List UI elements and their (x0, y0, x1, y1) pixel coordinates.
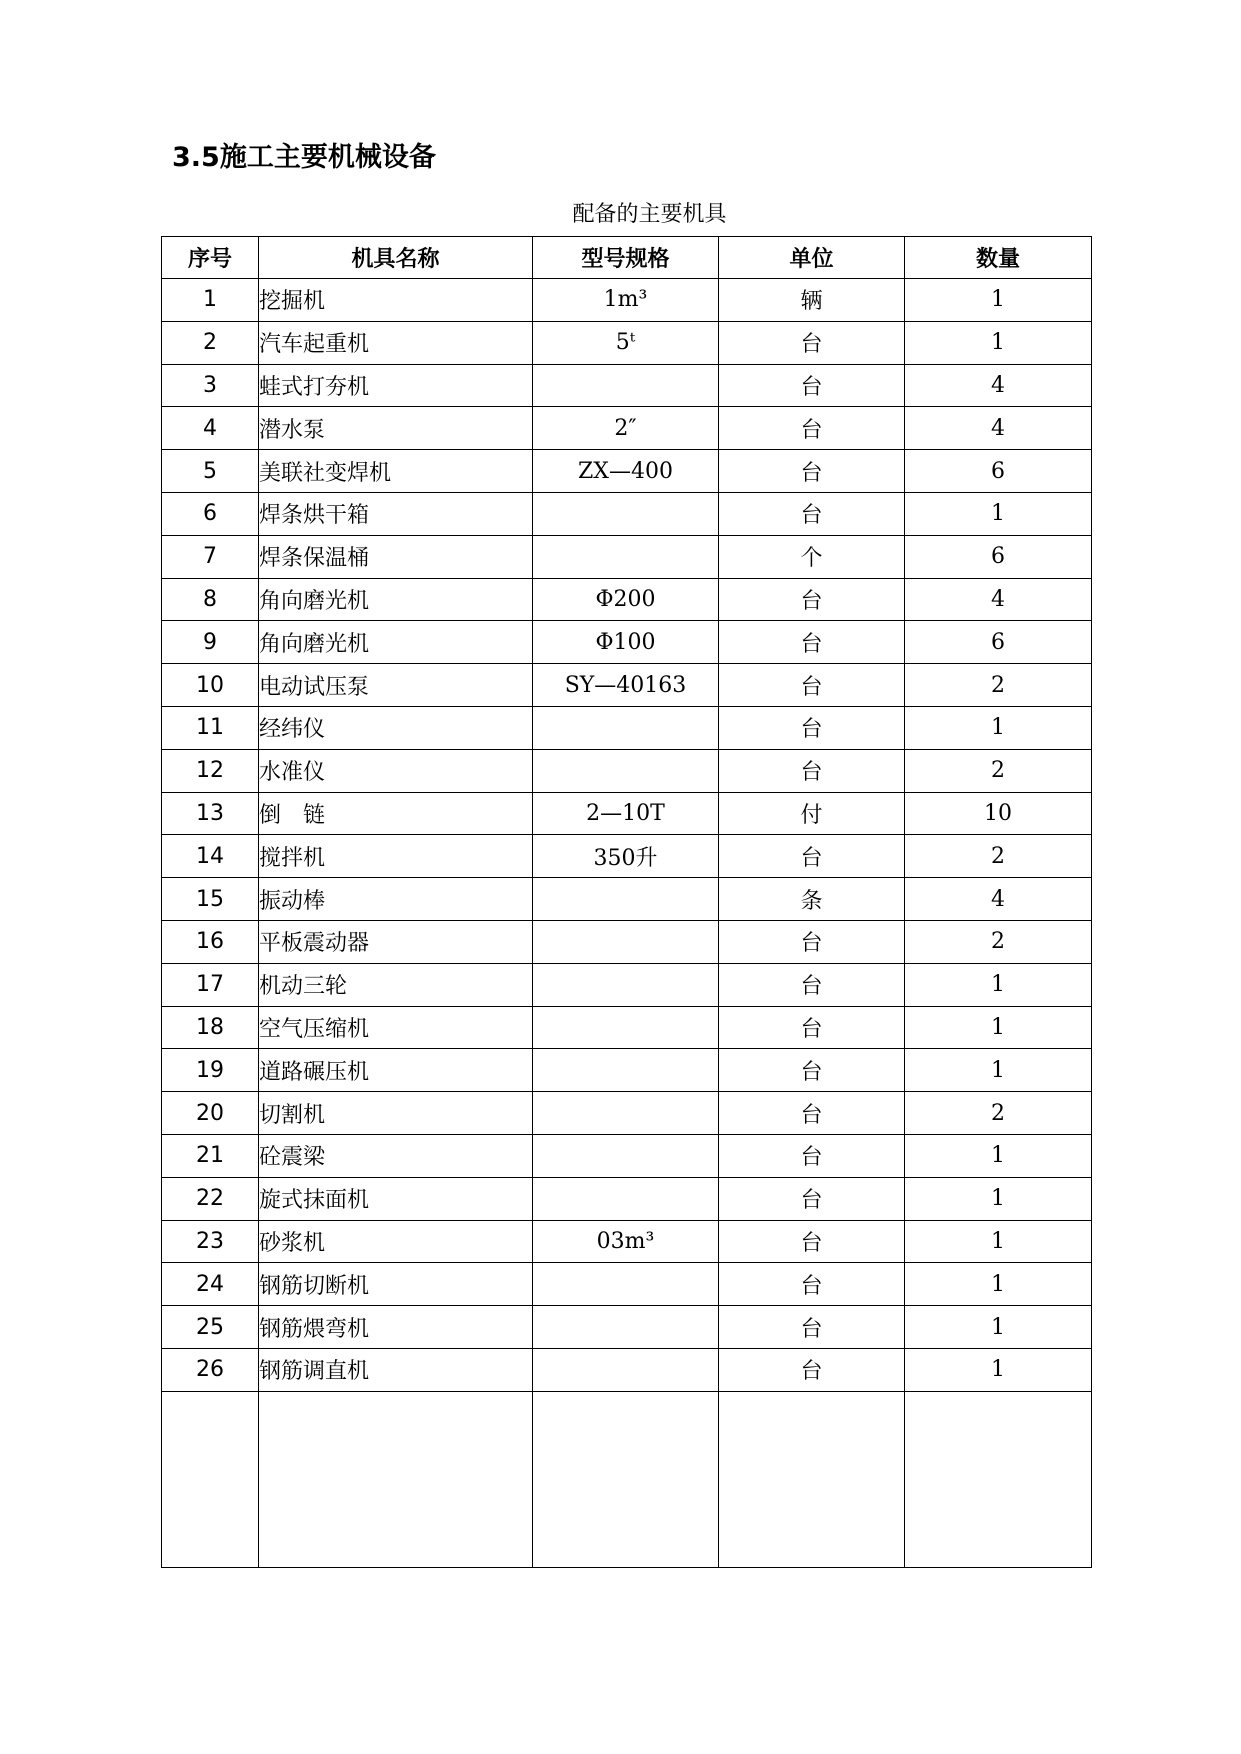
cell-seq: 4 (162, 407, 259, 450)
cell-model: ZX—400 (533, 450, 719, 493)
cell-model: 350升 (533, 835, 719, 878)
table-row (162, 621, 1092, 664)
cell-seq: 12 (162, 749, 259, 792)
cell-name: 倒 链 (259, 792, 533, 835)
cell-unit-empty (719, 1391, 905, 1567)
cell-qty: 1 (905, 1220, 1092, 1263)
cell-model (533, 1306, 719, 1349)
table-row (162, 878, 1092, 921)
cell-qty: 1 (905, 1049, 1092, 1092)
cell-seq-empty (162, 1391, 259, 1567)
cell-unit: 台 (719, 1220, 905, 1263)
cell-name: 焊条烘干箱 (259, 492, 533, 535)
cell-model (533, 1006, 719, 1049)
table-row (162, 835, 1092, 878)
cell-model (533, 1092, 719, 1135)
cell-qty: 1 (905, 1177, 1092, 1220)
cell-seq: 14 (162, 835, 259, 878)
cell-qty: 1 (905, 1306, 1092, 1349)
cell-qty: 2 (905, 835, 1092, 878)
cell-unit: 台 (719, 1006, 905, 1049)
cell-unit: 台 (719, 450, 905, 493)
cell-model (533, 492, 719, 535)
cell-seq: 22 (162, 1177, 259, 1220)
table-header-row (162, 237, 1092, 279)
cell-unit: 台 (719, 706, 905, 749)
cell-qty: 6 (905, 621, 1092, 664)
cell-name: 搅拌机 (259, 835, 533, 878)
cell-name: 机动三轮 (259, 963, 533, 1006)
cell-unit: 台 (719, 407, 905, 450)
table-row (162, 1306, 1092, 1349)
table-body (162, 279, 1092, 1568)
cell-qty: 2 (905, 749, 1092, 792)
cell-unit: 付 (719, 792, 905, 835)
cell-seq: 3 (162, 364, 259, 407)
cell-unit: 台 (719, 364, 905, 407)
cell-qty: 4 (905, 364, 1092, 407)
cell-name: 钢筋调直机 (259, 1348, 533, 1391)
cell-name: 空气压缩机 (259, 1006, 533, 1049)
cell-model (533, 1263, 719, 1306)
cell-seq: 21 (162, 1134, 259, 1177)
cell-qty: 1 (905, 706, 1092, 749)
table-row (162, 920, 1092, 963)
cell-name: 旋式抹面机 (259, 1177, 533, 1220)
cell-qty: 10 (905, 792, 1092, 835)
cell-qty: 1 (905, 1348, 1092, 1391)
cell-qty-empty (905, 1391, 1092, 1567)
cell-name: 钢筋切断机 (259, 1263, 533, 1306)
cell-qty: 4 (905, 878, 1092, 921)
cell-qty: 6 (905, 450, 1092, 493)
cell-seq: 24 (162, 1263, 259, 1306)
cell-qty: 1 (905, 1134, 1092, 1177)
cell-qty: 4 (905, 407, 1092, 450)
table-row (162, 792, 1092, 835)
header-unit: 单位 (719, 237, 905, 279)
cell-name: 美联社变焊机 (259, 450, 533, 493)
cell-seq: 19 (162, 1049, 259, 1092)
cell-name: 角向磨光机 (259, 578, 533, 621)
cell-unit: 台 (719, 492, 905, 535)
cell-model: 2″ (533, 407, 719, 450)
cell-model-empty (533, 1391, 719, 1567)
table-row (162, 664, 1092, 707)
cell-name: 平板震动器 (259, 920, 533, 963)
cell-seq: 11 (162, 706, 259, 749)
cell-qty: 1 (905, 963, 1092, 1006)
cell-unit: 个 (719, 535, 905, 578)
cell-unit: 台 (719, 1306, 905, 1349)
equipment-table (161, 236, 1092, 1568)
cell-model (533, 1348, 719, 1391)
cell-seq: 6 (162, 492, 259, 535)
table-row (162, 1092, 1092, 1135)
cell-name: 钢筋煨弯机 (259, 1306, 533, 1349)
cell-seq: 26 (162, 1348, 259, 1391)
table-row (162, 1348, 1092, 1391)
cell-name-empty (259, 1391, 533, 1567)
header-model: 型号规格 (533, 237, 719, 279)
cell-unit: 台 (719, 963, 905, 1006)
cell-seq: 8 (162, 578, 259, 621)
table-row-empty (162, 1391, 1092, 1567)
cell-unit: 台 (719, 578, 905, 621)
cell-unit: 台 (719, 835, 905, 878)
cell-seq: 2 (162, 321, 259, 364)
cell-model (533, 920, 719, 963)
cell-seq: 7 (162, 535, 259, 578)
cell-seq: 25 (162, 1306, 259, 1349)
cell-qty: 2 (905, 1092, 1092, 1135)
cell-name: 角向磨光机 (259, 621, 533, 664)
table-row (162, 279, 1092, 322)
table-row (162, 364, 1092, 407)
cell-name: 电动试压泵 (259, 664, 533, 707)
cell-seq: 23 (162, 1220, 259, 1263)
cell-qty: 4 (905, 578, 1092, 621)
cell-model (533, 1177, 719, 1220)
cell-qty: 1 (905, 1006, 1092, 1049)
cell-name: 振动棒 (259, 878, 533, 921)
cell-name: 蛙式打夯机 (259, 364, 533, 407)
cell-unit: 台 (719, 1263, 905, 1306)
cell-model (533, 878, 719, 921)
cell-unit: 台 (719, 621, 905, 664)
cell-unit: 台 (719, 1348, 905, 1391)
cell-name: 砼震梁 (259, 1134, 533, 1177)
table-row (162, 1006, 1092, 1049)
cell-name: 潜水泵 (259, 407, 533, 450)
cell-unit: 条 (719, 878, 905, 921)
header-seq: 序号 (162, 237, 259, 279)
cell-qty: 1 (905, 492, 1092, 535)
cell-qty: 6 (905, 535, 1092, 578)
table-row (162, 1263, 1092, 1306)
table-row (162, 1220, 1092, 1263)
table-row (162, 1177, 1092, 1220)
table-row (162, 450, 1092, 493)
cell-unit: 台 (719, 920, 905, 963)
cell-unit: 辆 (719, 279, 905, 322)
cell-model (533, 706, 719, 749)
table-row (162, 321, 1092, 364)
table-row (162, 749, 1092, 792)
cell-seq: 15 (162, 878, 259, 921)
table-caption: 配备的主要机具 (572, 202, 727, 227)
cell-model (533, 1134, 719, 1177)
cell-unit: 台 (719, 749, 905, 792)
cell-seq: 5 (162, 450, 259, 493)
header-qty: 数量 (905, 237, 1092, 279)
cell-unit: 台 (719, 664, 905, 707)
cell-qty: 1 (905, 321, 1092, 364)
cell-model (533, 749, 719, 792)
cell-unit: 台 (719, 321, 905, 364)
cell-seq: 18 (162, 1006, 259, 1049)
table-row (162, 407, 1092, 450)
table-row (162, 492, 1092, 535)
cell-seq: 20 (162, 1092, 259, 1135)
cell-qty: 2 (905, 664, 1092, 707)
cell-name: 道路碾压机 (259, 1049, 533, 1092)
cell-model: 5ᵗ (533, 321, 719, 364)
cell-seq: 9 (162, 621, 259, 664)
cell-name: 汽车起重机 (259, 321, 533, 364)
cell-seq: 17 (162, 963, 259, 1006)
cell-name: 经纬仪 (259, 706, 533, 749)
cell-name: 切割机 (259, 1092, 533, 1135)
table-row (162, 1049, 1092, 1092)
cell-seq: 10 (162, 664, 259, 707)
cell-model (533, 1049, 719, 1092)
cell-seq: 1 (162, 279, 259, 322)
cell-unit: 台 (719, 1177, 905, 1220)
cell-model (533, 535, 719, 578)
cell-name: 挖掘机 (259, 279, 533, 322)
cell-qty: 1 (905, 279, 1092, 322)
cell-name: 砂浆机 (259, 1220, 533, 1263)
cell-unit: 台 (719, 1134, 905, 1177)
cell-qty: 2 (905, 920, 1092, 963)
cell-unit: 台 (719, 1049, 905, 1092)
cell-model: 03m³ (533, 1220, 719, 1263)
cell-model: 2—10T (533, 792, 719, 835)
cell-model (533, 364, 719, 407)
table-row (162, 1134, 1092, 1177)
cell-model: SY—40163 (533, 664, 719, 707)
cell-unit: 台 (719, 1092, 905, 1135)
table-row (162, 535, 1092, 578)
section-title: 3.5施工主要机械设备 (172, 142, 436, 173)
table-row (162, 963, 1092, 1006)
cell-seq: 13 (162, 792, 259, 835)
table-row (162, 706, 1092, 749)
header-name: 机具名称 (259, 237, 533, 279)
cell-qty: 1 (905, 1263, 1092, 1306)
cell-model: Φ200 (533, 578, 719, 621)
cell-seq: 16 (162, 920, 259, 963)
cell-model: 1m³ (533, 279, 719, 322)
cell-name: 焊条保温桶 (259, 535, 533, 578)
cell-model (533, 963, 719, 1006)
cell-name: 水准仪 (259, 749, 533, 792)
cell-model: Φ100 (533, 621, 719, 664)
table-row (162, 578, 1092, 621)
